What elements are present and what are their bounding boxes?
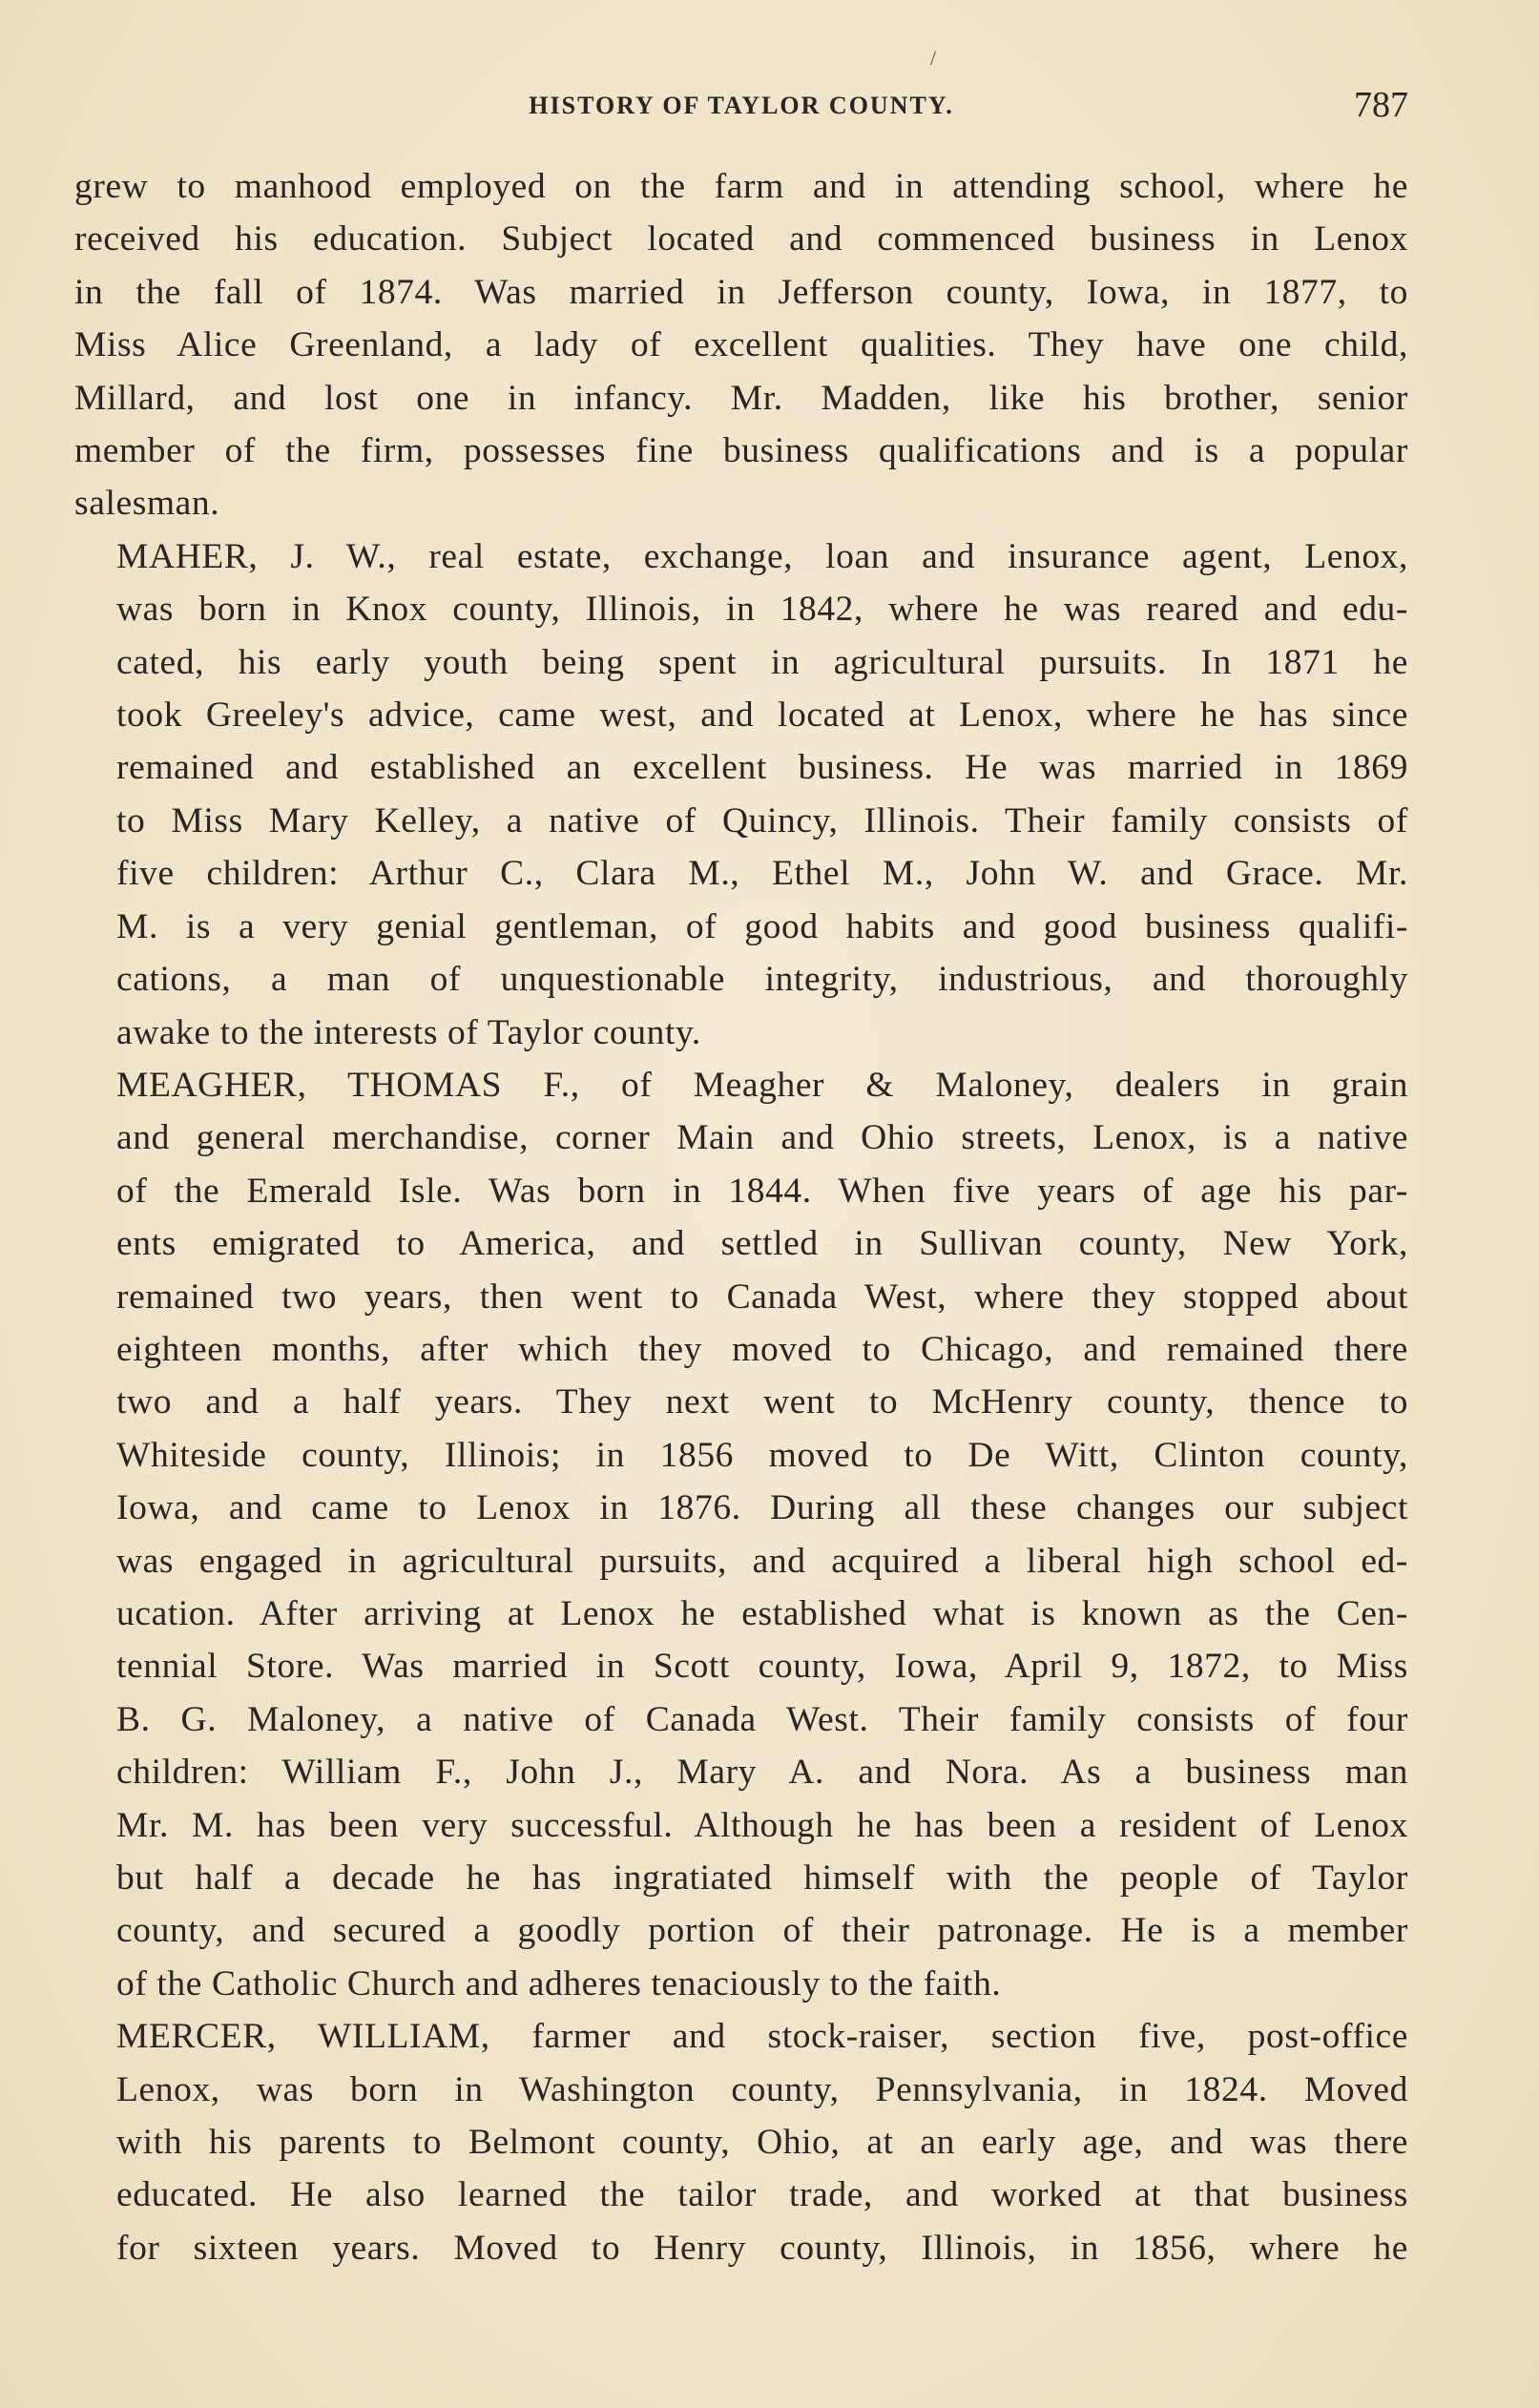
text-line: MAHER, J. W., real estate, exchange, loan and insurance agent, Lenox,	[116, 536, 1408, 576]
text-line: county, and secured a goodly portion of their patronage. He is a member	[116, 1911, 1408, 1951]
text-line: Millard, and lost one in infancy. Mr. Madden, like his brother, senior	[74, 378, 1408, 418]
page-header	[74, 84, 1408, 132]
text-line: remained and established an excellent business. He was married in 1869	[116, 748, 1408, 788]
text-line: five children: Arthur C., Clara M., Ethel M., John W. and Grace. Mr.	[116, 854, 1408, 894]
page-number: 787	[1354, 85, 1408, 125]
text-line: Mr. M. has been very successful. Although he has been a resident of Lenox	[116, 1805, 1408, 1845]
text-line: Whiteside county, Illinois; in 1856 moved to De Witt, Clinton county,	[116, 1435, 1408, 1475]
text-line: member of the firm, possesses fine business qualifications and is a popular	[74, 431, 1408, 471]
stray-mark: /	[930, 46, 937, 70]
text-line: M. is a very genial gentleman, of good habits and good business qualifi-	[116, 906, 1408, 946]
text-line: took Greeley's advice, came west, and located at Lenox, where he has since	[116, 695, 1408, 736]
text-line: children: William F., John J., Mary A. and Nora. As a business man	[116, 1753, 1408, 1793]
paragraph-madden-continued	[74, 160, 1408, 530]
text-line: tennial Store. Was married in Scott county, Iowa, April 9, 1872, to Miss	[116, 1647, 1408, 1687]
text-line: received his education. Subject located and commenced business in Lenox	[74, 219, 1408, 259]
text-line: of the Catholic Church and adheres tenaciously to the faith.	[116, 1963, 1002, 2003]
text-line: with his parents to Belmont county, Ohio, at an early age, and was there	[116, 2123, 1408, 2163]
paragraph-meagher	[74, 1059, 1408, 2010]
text-line: cations, a man of unquestionable integrity, industrious, and thoroughly	[116, 960, 1408, 1000]
text-line: MERCER, WILLIAM, farmer and stock-raiser, section five, post-office	[116, 2017, 1408, 2057]
running-head: HISTORY OF TAYLOR COUNTY.	[529, 92, 954, 119]
text-line: cated, his early youth being spent in agricultural pursuits. In 1871 he	[116, 642, 1408, 682]
text-line: was engaged in agricultural pursuits, and acquired a liberal high school ed-	[116, 1541, 1408, 1581]
text-line: B. G. Maloney, a native of Canada West. Their family consists of four	[116, 1699, 1408, 1739]
text-line: ents emigrated to America, and settled in Sullivan county, New York,	[116, 1224, 1408, 1264]
paragraph-mercer	[74, 2010, 1408, 2274]
text-line: two and a half years. They next went to McHenry county, thence to	[116, 1382, 1408, 1422]
text-line: for sixteen years. Moved to Henry county, Illinois, in 1856, where he	[116, 2228, 1408, 2268]
text-line: remained two years, then went to Canada West, where they stopped about	[116, 1277, 1408, 1317]
paragraph-maher	[74, 530, 1408, 1059]
text-line: ucation. After arriving at Lenox he established what is known as the Cen-	[116, 1593, 1408, 1633]
text-line: educated. He also learned the tailor trade, and worked at that business	[116, 2175, 1408, 2215]
text-line: to Miss Mary Kelley, a native of Quincy, Illinois. Their family consists of	[116, 800, 1408, 841]
text-line: MEAGHER, THOMAS F., of Meagher & Maloney, dealers in grain	[116, 1065, 1408, 1105]
body-text	[74, 160, 1408, 2274]
text-line: in the fall of 1874. Was married in Jefferson county, Iowa, in 1877, to	[74, 272, 1408, 312]
text-line: eighteen months, after which they moved to Chicago, and remained there	[116, 1329, 1408, 1369]
text-line: Miss Alice Greenland, a lady of excellent qualities. They have one child,	[74, 325, 1408, 365]
text-line: of the Emerald Isle. Was born in 1844. When five years of age his par-	[116, 1171, 1408, 1211]
text-line: and general merchandise, corner Main and Ohio streets, Lenox, is a native	[116, 1118, 1408, 1158]
text-line: Lenox, was born in Washington county, Pennsylvania, in 1824. Moved	[116, 2069, 1408, 2109]
text-line: awake to the interests of Taylor county.	[116, 1012, 701, 1052]
text-line: salesman.	[74, 484, 220, 524]
text-line: grew to manhood employed on the farm and in attending school, where he	[74, 167, 1408, 206]
text-line: was born in Knox county, Illinois, in 1842, where he was reared and edu-	[116, 590, 1408, 630]
text-line: but half a decade he has ingratiated himself with the people of Taylor	[116, 1858, 1408, 1898]
text-line: Iowa, and came to Lenox in 1876. During all these changes our subject	[116, 1488, 1408, 1528]
